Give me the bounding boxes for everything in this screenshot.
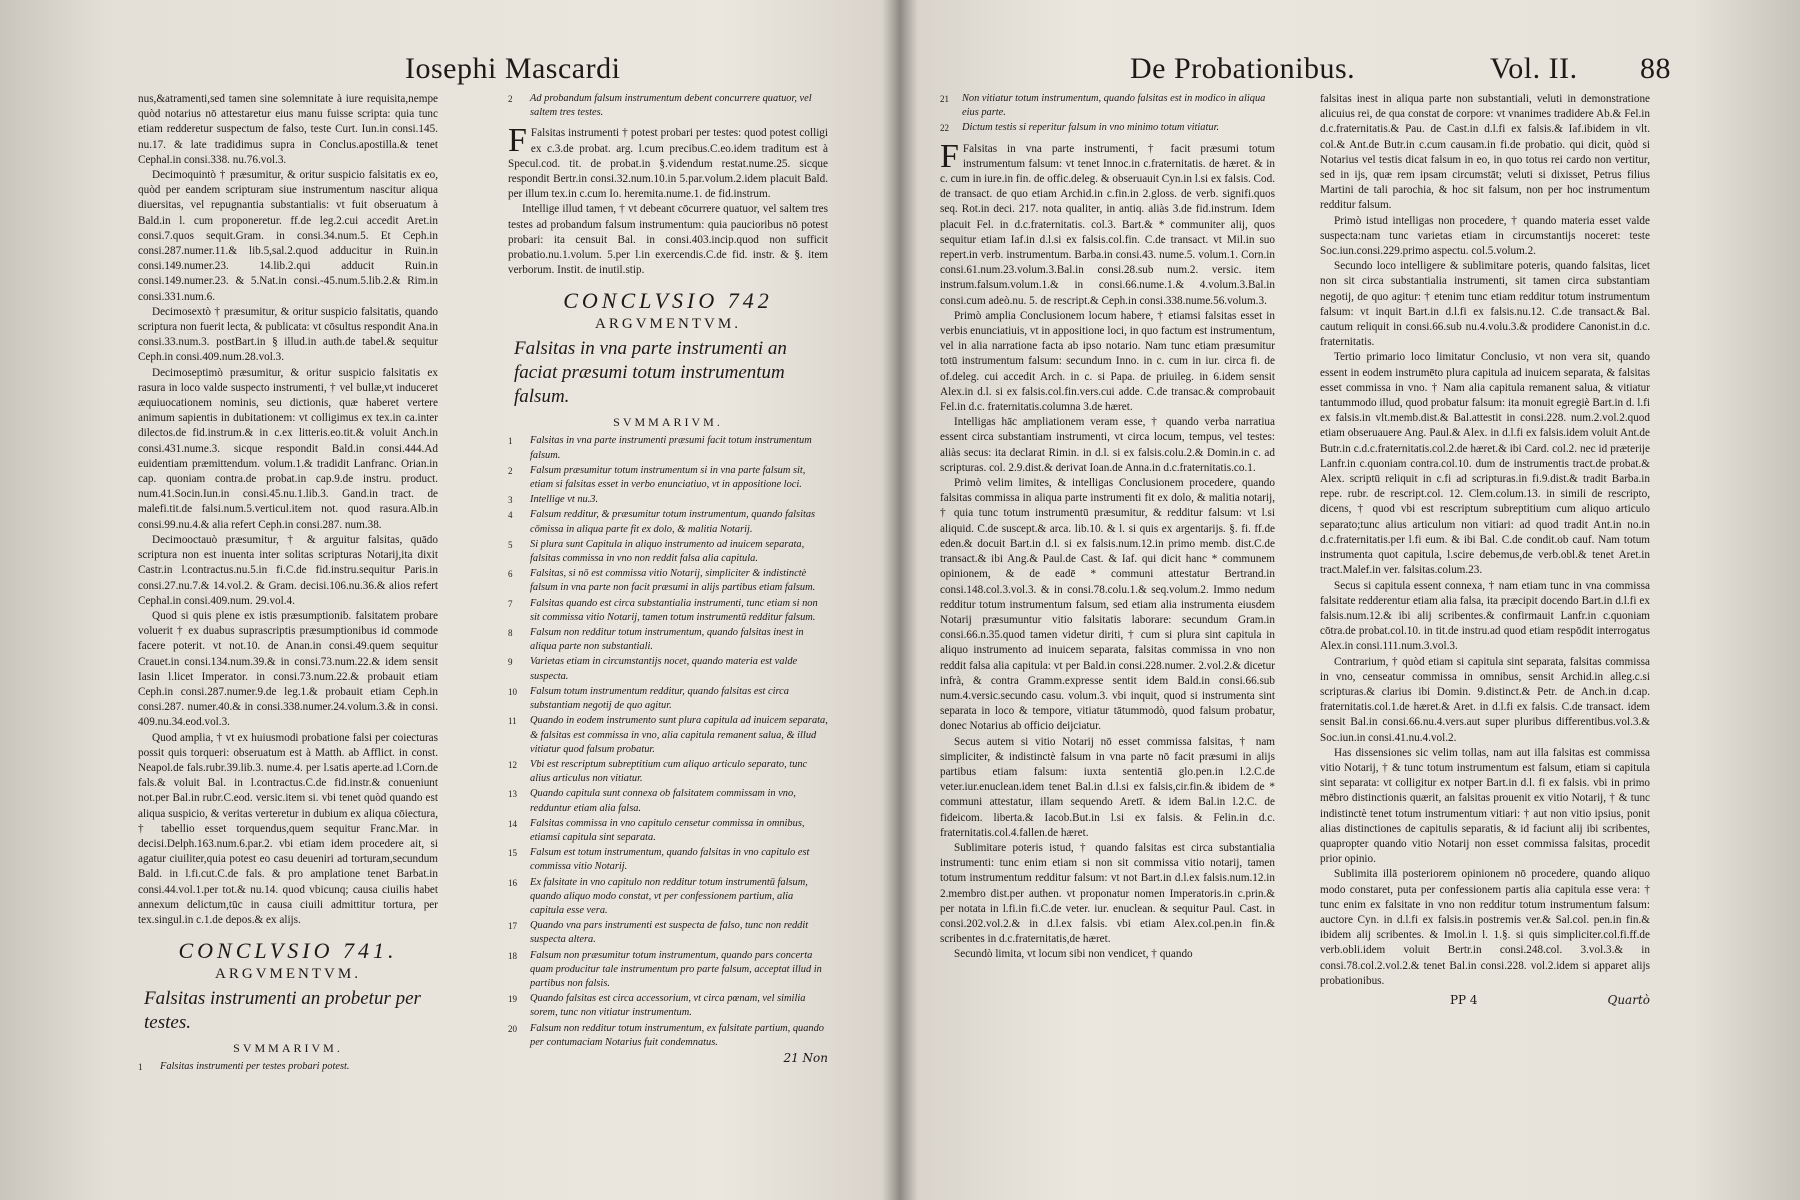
paragraph: Quod si quis plene ex istis præsumptionib. falsitatem probare voluerit † ex duabus suprascriptis præsumptionibus id commode facere poterit. vt not.10. de Anan.in consi.49.quem sequitur Crauet.in consi.134.num.39.& in consi.73.num.22.& idem sensit Iasin l.licet Imperator. in consi.73.num.22.& probauit etiam Ceph.in consi.287.numer.9.de leg.1.& probauit etiam Ceph.in consi.287. numer.40.& in consi.338.numer.24.volum.3.& in consi. 409.nu.34.eod.vol.3. <box>138 609 438 729</box>
argumentum-heading: ARGVMENTVM. <box>595 316 741 333</box>
conclusio-741-heading: CONCLVSIO 741. <box>178 938 398 964</box>
left-column-2 <box>508 92 828 1065</box>
paragraph: F Falsitas instrumenti † potest probari per testes: quod potest colligi ex c.3.de probat. arg. l.cum precibus.C.eo.idem traditum est à Specul.cod. tit. de probat.in §.videndum restat.nume.25. sicque respondit Bertr.in consi.32.num.10.in 5.par.volum.2.idem placuit Bald. per illum tex.in c.cum Io. heremita.nume.1. de fid.instrum. <box>508 122 828 201</box>
list-item: 11 Quando in eodem instrumento sunt plura capitula ad inuicem separata, & falsitas est commissa in vno, alia capitula remanent salua, & illud vitiatur quod falsum probatur. <box>508 715 828 755</box>
paragraph: Decimoquintò † præsumitur, & oritur suspicio falsitatis ex eo, quòd per eandem scripturam siue instrumentum nascitur aliqua diuersitas, vel repugnantia substantialis: vt fuit obseruatum à Bald.in l. cum proponeretur. ff.de leg.2.cui accedit Aret.in consi.7.quos sequit.Gram. in consi.34.num.5. Et Ceph.in consi.287.numer.11.& lib.5,sal.2.quod adducitur in Ruin.in consi.149.numer.23. 14.lib.2.qui adducit Ruin.in consi.149.numer.23. & 5.Nat.in consi.-45.num.5.lib.2.& Rim.in consi.331.num.6. <box>138 169 438 303</box>
paragraph: Decimooctauò præsumitur, † & arguitur falsitas, quādo scriptura non est inuenta inter solitas scripturas Notarij,ita dixit Castr.in l.contractus.nu.5.in fi.C.de fid.instru.sequitur Paris.in consi.27.nu.7.& 14.vol.2. & Gram. decisi.106.nu.36.& alios refert Cephal.in consi.409.num. 29.vol.4. <box>138 533 438 607</box>
paragraph: Secundo loco intelligere & sublimitare poteris, quando falsitas, licet non sit circa substantialia instrumenti, sit tamen circa substantiam negotij, de quo agitur: † etenim tunc etiam redditur totum instrumentum falsum: vt inquit Bart.in d.l.fi ex falsis.nu.12. C.de transact.& Bal. cautum reliquit in consi.66.sub nu.4.volu.3.& prodidere Canonist.in d.c. fraternitatis. <box>1320 260 1650 349</box>
paragraph: Secus si capitula essent connexa, † nam etiam tunc in vna commissa falsitate redderentur etiam alia falsa, ita præcipit docendo Bart.in d.l.fi ex falsis.num.12.& ibi alij scribentes.& confirmauit Lanfr.in c.quoniam cōtra.de probat.col.10. in tit.de instru.ad quod etiam respōdit interrogatus Alex.in consi.111.num.3.vol.3. <box>1320 579 1650 653</box>
paragraph: Decimosextò † præsumitur, & oritur suspicio falsitatis, quando scriptura non fuerit lecta, & publicata: vt cōsultus respondit Ana.in consi.33.num.3. postBart.in § illud.in auth.de tabel.& sequitur Ceph.in consi.409.num.28.vol.3. <box>138 305 438 364</box>
paragraph: Sublimita illā posteriorem opinionem nō procedere, quando aliquo modo constaret, puta per confessionem partis alia capitula esse vera: † tunc enim ex falsitate in vno non redditur totum instrumentum falsum: auctore Cyn. in d.l.fi ex falsis.in postremis ver.& Sal.col. pen.in fin.& ibidem alij scribentes. & Imol.in l. 1.§. si quis simpliciter.col.fi.ff.de verb.obli.idem voluit Bertr.in consi.248.col. 3.vol.3.& in consi.78.col.2.vol.2.& tenet Bal.in consi.228. vol.2.idem si apparet alijs probationibus. <box>1320 868 1650 987</box>
summarium-list <box>940 92 1275 136</box>
list-item: 5 Si plura sunt Capitula in aliquo instrumento ad inuicem separata, falsitas commissa in vno non reddit falsa alia capitula. <box>508 538 805 565</box>
paragraph: Sublimitare poteris istud, † quando falsitas est circa substantialia instrumenti: tunc enim etiam si non sit commissa vitio notarij, tamen totum instrumentum redditur falsum: vt not Bart.in d.l.ex falsis.num.12.in 2.membro dist.per authen. vt proponatur nomen Imperatoris.in c.prin.& per notata in l.fi.in fi.C.de veter. iur. enuclean. & sequitur Paul. Cast. in consi.202.vol.2.& in d.l.ex falsis. vbi etiam Alex.col.pen.in fin.& scribentes in d.c.fraternitatis,de hæret. <box>940 841 1275 946</box>
list-item: 10 Falsum totum instrumentum redditur, quando falsitas est circa substantiam negotij de quo agitur. <box>508 685 789 712</box>
paragraph: F Falsitas in vna parte instrumenti, † facit præsumi totum instrumentum falsum: vt tenet Innoc.in c.fraternitatis. de hæret. & in c. cum in iure.in fin. de offic.deleg. & obseruauit Cyn.in l.si ex falsis. Cod. de transact. de quo etiam Archid.in c.fin.in 2.gloss. de verb. signifi.quos seq. Rot.in deci. 217. nota qualiter, in antiq. aliàs 3.de fid.instrum. Idem placuit Fel. in d.c.fraternitatis. col.3. Bart.& * communiter alij, quos sequitur etiam Iaf.in d.l.si ex falsis.col.fin. C.de transact. vt Mil.in suo repert.in verb. instrumentum. Barba.in consi.43. nume.5. volum.1. Corn.in consi.61.num.23.volum.3.Bal.in consi.28.sub num.2. versic. item instrum.falsum.volum.1.& in consi.66.nume.1.& 4.volum.3.Bal.in consi.cum adeò.nu. 5. de rescript.& Ceph.in consi.338.nume.56.volum.3. <box>940 137 1275 307</box>
paragraph: Intellige illud tamen, † vt debeant cōcurrere quatuor, vel saltem tres testes ad probandum falsum instrumentum: quia paucioribus nō potest probari: ita censuit Bal. in consi.403.incip.quod non sufficit probatio.nu.1.volum. 5.per l.in exercendis.C.de fid. instr. & §. item verborum. Instit. de inutil.stip. <box>508 203 828 277</box>
argumentum-heading: ARGVMENTVM. <box>215 966 361 983</box>
running-head-author: Iosephi Mascardi <box>405 52 621 85</box>
catchword: 21 Non <box>783 1050 828 1065</box>
list-item: 15 Falsum est totum instrumentum, quando falsitas in vno capitulo est commissa vitio Notarij. <box>508 847 810 873</box>
list-item: 1 Falsitas in vna parte instrumenti præsumi facit totum instrumentum falsum. <box>508 435 812 461</box>
paragraph: Secus autem si vitio Notarij nō esset commissa falsitas, † nam simpliciter, & indistinctè falsum in vna parte nō facit præsumi in alijs partibus etiam falsum: iuxta sententiā glo.pen.in l.2.C.de veter.iur.enuclean.idem tenet Bal.in d.l.si ex falsis,cir.fin.& ibidem de * communi attestatur, illam sequendo Aretī. & idem Bal.in l.2.C. de fideicom. liberta.& Iacob.But.in l.si ex falsis. & Felin.in d.c. fraternitatis.col.4.fallen.de hæret. <box>940 735 1275 839</box>
paragraph: Quod amplia, † vt ex huiusmodi probatione falsi per coiecturas possit quis torqueri: obseruatum est à Matth. ab Afflict. in const. Neapol.de fals.rubr.39.lib.3. nume.4. per l.satis aperte.ad l.Corn.de fals.& voluit Bal. in l.contractus.C.de fid.instr.& conueniunt not.per Bal.in rubr.C.eod. versic.item si. vbi tenet quòd quando est aliqua suspicio, & veritas verteretur in dubium ex aliqua cōiectura, † tabellio esset torquendus,quem sequitur Franc.Mar. in decisi.Delph.163.num.6.par.2. vbi etiam idem procedere ait, si agatur ciuiliter,quia potest eo casu deueniri ad torturam,secundum Bald. in l.fi.cut.C.de fals. & pro amplatione tenet Barbat.in consi.44.vol.1.per tot.& nu.14. quod vbicunq; causa ciuilis habet annexum delictum,tūc in causa ciuili admittitur tortura, per tex.singul.in c.1.de depos.& ex alijs. <box>138 731 438 926</box>
list-item: 6 Falsitas, si nō est commissa vitio Notarij, simpliciter & indistinctè falsum in vna parte non facit præsumi in alijs partibus etiam falsum. <box>508 568 816 594</box>
paragraph: Secundò limita, vt locum sibi non vendicet, † quando <box>954 948 1193 961</box>
conclusio-742-title: Falsitas in vna parte instrumenti an faciat præsumi totum instrumentum falsum. <box>514 338 787 408</box>
list-item: 17 Quando vna pars instrumenti est suspecta de falso, tunc non reddit suspecta altera. <box>508 920 809 946</box>
page-footer <box>1320 993 1650 1007</box>
list-item: 18 Falsum non præsumitur totum instrumentum, quando pars concerta quam producitur tale instrumentum pro parte falsum, acceptat illud in partibus non falsis. <box>508 949 822 989</box>
running-head-title: De Probationibus. <box>1130 52 1356 85</box>
paragraph: Primò velim limites, & intelligas Conclusionem procedere, quando falsitas commissa in aliqua parte instrumenti fit ex dolo, & malitia notarij, † quia tunc totum instrumentū præsumitur, & redditur falsum: vt l.si aliquid. C.de suscept.& arca. lib.10. & l. si quis ex argentarijs. §. fi. ff.de eden.& docuit Bart.in d.l. si ex falsis.num.12.in primo memb. dist.C.de transact.& ibi Ang.& Paul.de Cast. & Iaf. qui dicit hanc * communem opinionem, & de eadē * communi attestatur Bertrand.in consi.148.col.3.vol.3. & in consi.78.colu.1.& seq.volum.2. Immo nedum redditur totum instrumentum falsum, sed etiam alia instrumenta eiusdem Notarij præsumuntur vitio falsitatis laborare: secundum Gram.in consi.66.n.35.quod tamen videtur diriti, † cum si plura sint capitula in aliquo instrumento ad inuicem separata, falsitas commissa in vno non reddit falsa alia capitula: vt per Bald.in consi.228.numer. 2.vol.2.& dicetur infrà, & contra Gramm.expresse sentit idem Bald.in consi.66.sub num.4.versic.secundo casu. volum.3. vbi inquit, quod si instrumenta sint separata in loco & tempore, vitiatur tātummodò, quod falsum probatur, donec Notarius ab officio deijciatur. <box>940 477 1275 733</box>
list-item: 9 Varietas etiam in circumstantijs nocet, quando materia est valde suspecta. <box>508 656 798 682</box>
catchword: Quartò <box>1607 992 1650 1007</box>
summarium-heading: SVMMARIVM. <box>613 415 723 430</box>
paragraph: Primò istud intelligas non procedere, † quando materia esset valde suspecta:nam tunc varietas etiam in circumstantijs noceret: teste Soc.iun.consi.229.primo aspectu. col.5.volum.2. <box>1320 214 1650 258</box>
list-item: 13 Quando capitula sunt connexa ob falsitatem commissam in vno, redduntur etiam alia falsa. <box>508 788 796 814</box>
paragraph: nus,&atramenti,sed tamen sine solemnitate à iure requisita,nempe quòd notarius nō attestaretur eius manu fuisse scripta: quia tunc etiam redderetur suspectum de falso, teste Curt. Iun.in consi.145. nu.17. & late tradidimus supra in Conclus.apostilla.& tenet Cephal.in consi.338. nu.76.vol.3. <box>138 93 438 166</box>
running-head-volume: Vol. II. <box>1490 52 1578 85</box>
conclusio-741-title: Falsitas instrumenti an probetur per testes. <box>144 988 421 1034</box>
paragraph: Intelligas hāc ampliationem veram esse, † quando verba narratiua essent circa substantiam instrumenti, vt circa locum, tempus, vel testes: aliàs secus: ita declarat Rimin. in d.l. si ex falsis.colu.2.& Domin.in c. ad scripturas. col. 2.9.dist.& derivat Ioan.de Anna.in d.c.fraternitatis.co.1. <box>940 416 1275 474</box>
list-item: 22 Dictum testis si reperitur falsum in vno minimo totum vitiatur. <box>940 122 1220 134</box>
conclusio-742-heading: CONCLVSIO 742 <box>563 288 773 314</box>
page-number: 88 <box>1640 52 1671 85</box>
list-item: 20 Falsum non redditur totum instrumentum, ex falsitate partium, quando per contumaciam Notarius fuit condemnatus. <box>508 1022 825 1048</box>
dropcap: F <box>508 122 527 160</box>
list-item: 12 Vbi est rescriptum subreptitium cum aliquo articulo separato, tunc alius articulus non vitiatur. <box>508 758 808 785</box>
list-item: 7 Falsitas quando est circa substantialia instrumenti, tunc etiam si non sit commissa vitio Notarij, tamen totum instrumentū redditur falsum. <box>508 597 818 623</box>
right-column-2 <box>1320 92 1650 1007</box>
right-page <box>900 0 1800 1200</box>
list-item: 19 Quando falsitas est circa accessorium, vt circa pœnam, vel similia sorem, tunc non vitiatur instrumentum. <box>508 993 806 1019</box>
paragraph: Decimoseptimò præsumitur, & oritur suspicio falsitatis ex rasura in loco valde suspecto instrumenti, † vel bullæ,vt induceret æquiuocationem nominis, seu dictionis, quæ haberet vertere animum sapientis in dubitationem: vt colligimus ex tex.in ca.inter dilectos.de fid.instrum.& in c.ex litteris.eo.tit.& voluit Anch.in consi.431.nume.3. sicque respondit Bald.in consi.444.Ad euidentiam præmittendum. volum.1.& tradidit Lanfranc. Orian.in cap. quoniam contra.de probat.in cap.9.de instru. product. num.41.Socin.Iun.in consi.45.nu.1.lib.3. Gand.in tract. de malefi.tit.de falsi.num.5.verticul.item not. quod rasura.Alb.in consi.99.nu.4.& alia refert Ceph.in consi.287. num.38. <box>138 366 438 531</box>
summarium-list <box>508 92 828 120</box>
list-item: 2 Ad probandum falsum instrumentum debent concurrere quatuor, vel saltem tres testes. <box>508 93 812 119</box>
list-item: 4 Falsum redditur, & præsumitur totum instrumentum, quando falsitas cōmissa in aliqua parte fit ex dolo, & malitia Notarij. <box>508 509 816 535</box>
list-item: 2 Falsum præsumitur totum instrumentum si in vna parte falsum sit, etiam si falsitas esset in verbo enunciatiuo, vt in appositione loci. <box>508 464 806 491</box>
list-item: 21 Non vitiatur totum instrumentum, quando falsitas est in modico in aliqua eius parte. <box>940 93 1266 119</box>
summarium-list <box>508 434 828 1050</box>
paragraph: Has dissensiones sic velim tollas, nam aut illa falsitas est commissa vitio Notarij, † & tunc totum instrumentum est falsum, etiam si capitula sint separata: vt colligitur ex notper Bart.in d.l. fi ex falsis. vbi in primo mēbro distinctionis quærit, an falsitas prouenit ex vitio Notarij, † & tunc indistinctè tenet totum instrumentum vitiari: † aut non vitio ipsius, ponit alias distinctiones de capitulis separatis, & id faciunt alij ibi scribentes, quapropter quando vitio Notarij non esset commissa falsitas, procedit prior opinio. <box>1320 746 1650 866</box>
list-item: 1 Falsitas instrumenti per testes probari potest. <box>138 1061 350 1073</box>
paragraph: Contrarium, † quòd etiam si capitula sint separata, falsitas commissa in vno, censeatur commissa in omnibus, sensit Archid.in alleg.c.si scripturas.& clarius ibi Domin. 9.distinct.& Petr. de Anch.in d.cap. fraternitatis.col.1.de hæret.& Aret. in d.l.fi ex falsis. C.de transact. idem sensit Bal.in consi.66.nu.4.vers.aut super pluribus differentibus.vol.3.& Soc.iun.in consi.41.nu.4.vol.2. <box>1320 655 1650 744</box>
list-item: 16 Ex falsitate in vno capitulo non redditur totum instrumentū falsum, quando aliquo modo constat, vt per confessionem partium, alia capitula esse vera. <box>508 876 808 916</box>
dropcap: F <box>940 137 959 175</box>
list-item: 8 Falsum non redditur totum instrumentum, quando falsitas inest in aliqua parte non substantiali. <box>508 627 804 653</box>
paragraph: Primò amplia Conclusionem locum habere, † etiamsi falsitas esset in verbis enunciatiuis, vt in appositione loci, in quo factum est instrumentum, vel in alia narratione facta ab ipso notario. Nam tunc etiam præsumitur totū instrumentum falsum: secundum Inno. in c. cum in iur. circa fi. de of.deleg. cui accedit Arch. in c. si Papa. de priuileg. in 6.idem sensit Alex.in d.l. si ex falsis.col.fin.vers.cui adde. C.de transac.& comprobauit Fel.in d.c. fraternitatis.columna 3.de hæret. <box>940 309 1275 414</box>
paragraph: falsitas inest in aliqua parte non substantiali, veluti in demonstratione alicuius rei, de qua constat de corpore: vt vnanimes tradidere Ab.& Fel.in d.c.fraternitatis.& Pau. de Cast.in d.l.fi ex falsis.& Iaf.ibidem in vlt. col.& Ant.de Butr.in c.cum causam.in fi.de probatio. qui dicit, quòd si Notarius vel testis dicat falsum in eo, in quo totus rei cardo non vertitur, sed in ijs, quæ rem ipsam circumstāt; veluti si dixisset, Petrus filius Martini de tali parochia, & hoc sit falsum, non per hoc instrumentum redditur falsum. <box>1320 93 1650 212</box>
left-column-1 <box>138 92 438 1075</box>
list-item: 3 Intellige vt nu.3. <box>508 494 599 506</box>
signature-mark: PP 4 <box>1449 992 1478 1007</box>
paragraph: Tertio primario loco limitatur Conclusio, vt non vera sit, quando essent in eodem instrumēto plura capitula ad inuicem separata, & falsitas esset commissa in vno. † Nam alia capitula remanent salua, & vitiatur tantummodo illud, quod probatur falsum: ita monuit egregiè Bart.in d. l.fi ex falsis.in vlt.memb.dist.& Bal.attestit in consi.228. num.2.vol.2.quod etiam obseruauere Ang. Paul.& Alex. in d.l.fi ex falsis.idem voluit Ant.de Butr.in c.d.c.fraternitatis.col.2.de hæret.& ibi Card. col.2. nec id præterije Lanfr.in c.quoniam contra.col.10. dum de instrumentis tract.de probat.& Alex. scriptū reliquit in c.fi ad scripturas.in fi.9.dist.& tradit Barba.in repe. rubr. de rescript.col. 12. Clem.colum.13. in simili de rescripto, dicens, † quod vbi est rescriptum subreptitium cum aliquo articulo separato;tunc alius articulum non vitiari: ad quod tradit Ant.in no.in d.c.fraternitatis.per l.fi eum. & ibi Bal. C.de condit.ob cauf. Nam totum instrumenta quot capitula, l.scire debemus,de verb.obl.& tenet Aret.in tract.Malef.in ver. falsitas.colum.23. <box>1320 351 1650 577</box>
right-column-1 <box>940 92 1275 963</box>
list-item: 14 Falsitas commissa in vno capitulo censetur commissa in omnibus, etiamsi capitula sint separata. <box>508 817 805 843</box>
summarium-heading: SVMMARIVM. <box>233 1041 343 1056</box>
summarium-list <box>138 1060 438 1074</box>
